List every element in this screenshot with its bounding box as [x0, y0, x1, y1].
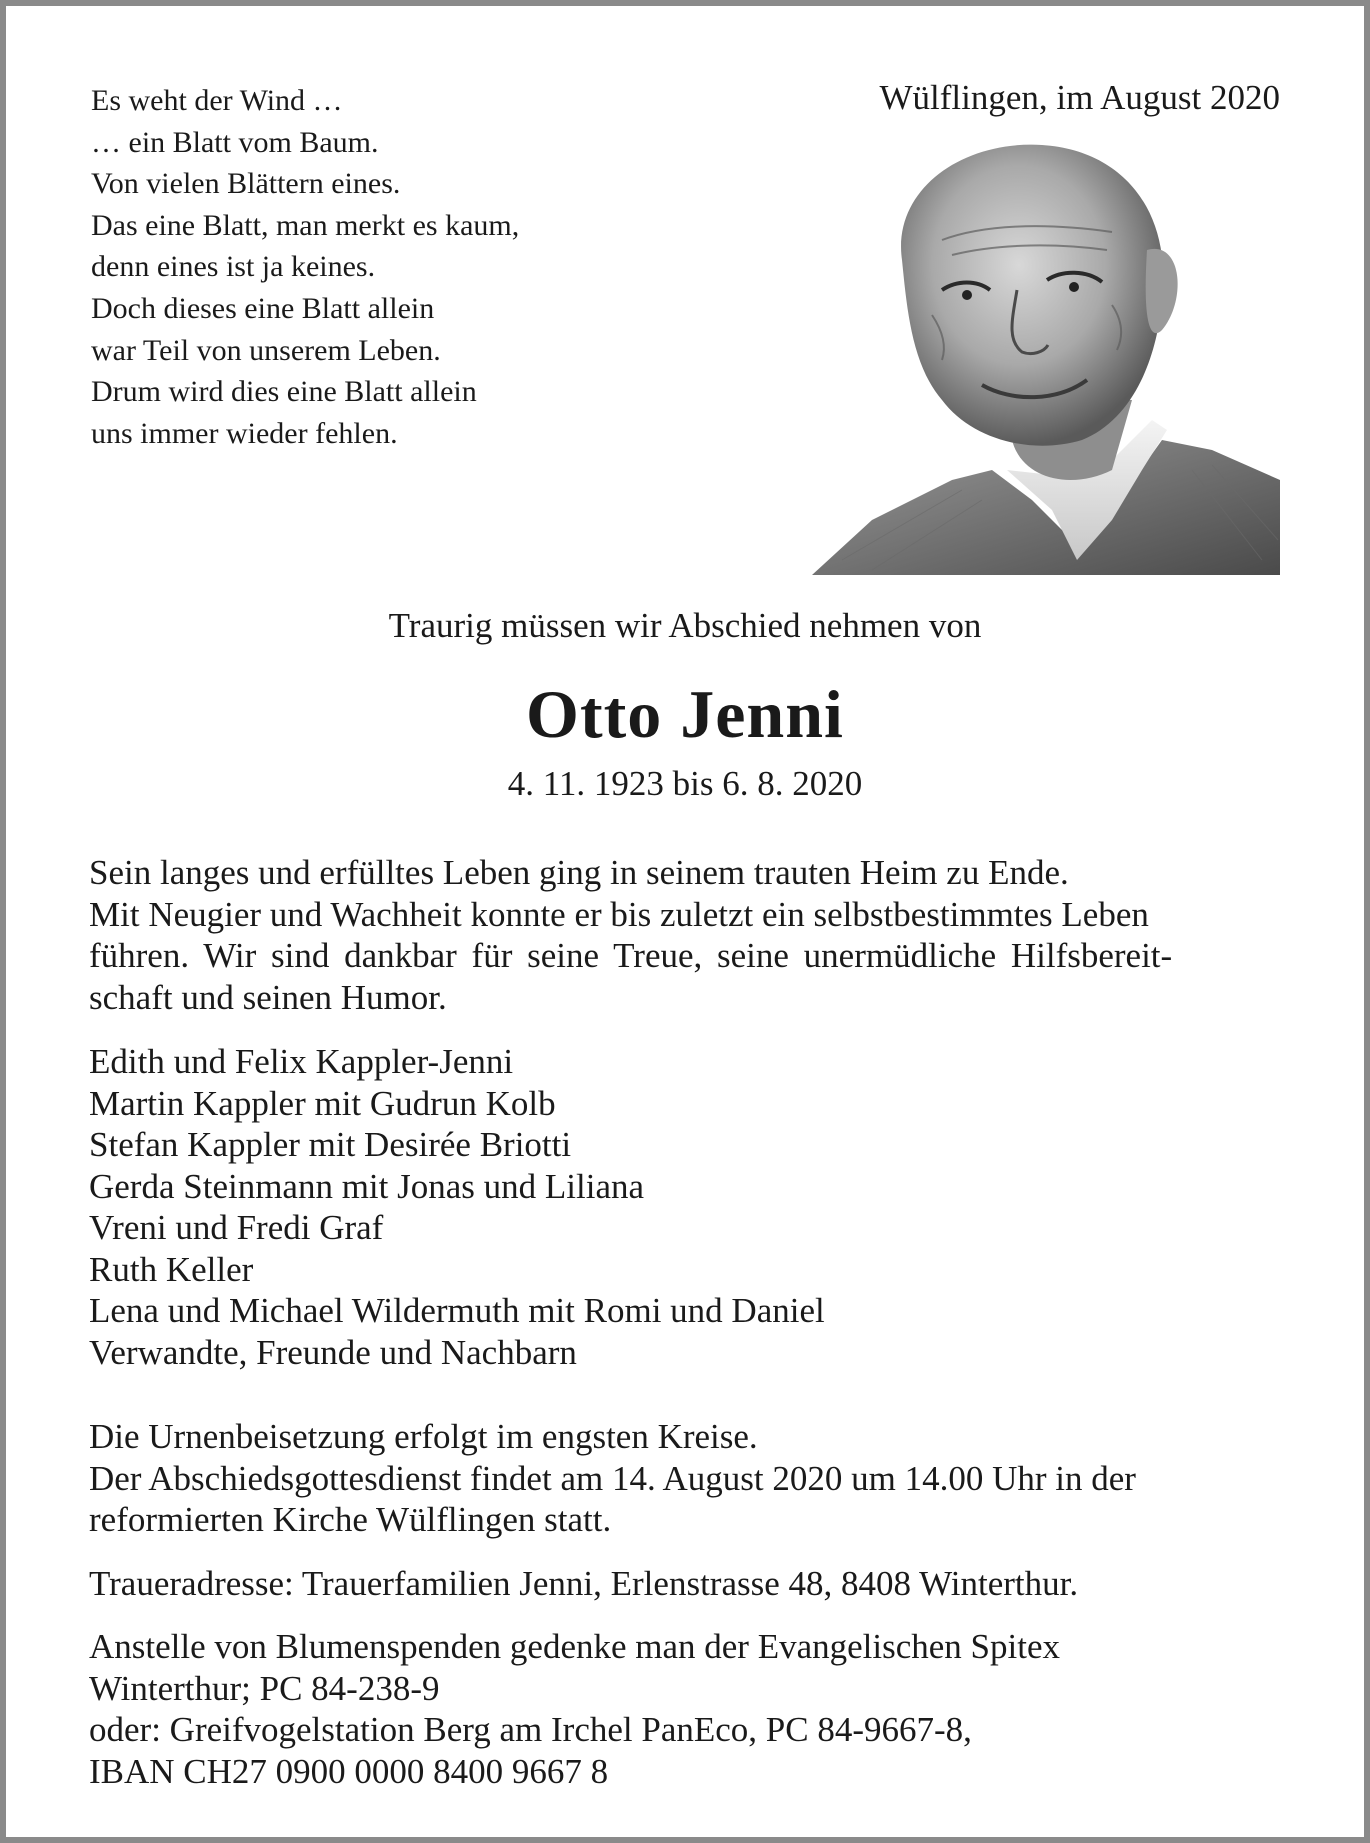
mourners-list: [89, 1041, 1282, 1373]
ceremony-line: reformierten Kirche Wülflingen statt.: [89, 1500, 612, 1539]
poem-line: uns immer wieder fehlen.: [91, 416, 398, 450]
tribute-line: Mit Neugier und Wachheit konnte er bis zuletzt ein selbstbestimmtes Leben: [89, 894, 1149, 934]
mourner-entry: Gerda Steinmann mit Jonas und Liliana: [89, 1166, 645, 1206]
poem-line: Von vielen Blättern eines.: [91, 167, 401, 201]
ceremony-line: Die Urnenbeisetzung erfolgt im engsten Kreise.: [89, 1417, 758, 1456]
donation-info: [89, 1626, 1282, 1792]
poem-line: Das eine Blatt, man merkt es kaum,: [91, 208, 520, 242]
donation-line: IBAN CH27 0900 0000 8400 9667 8: [89, 1751, 609, 1791]
deceased-name: Otto Jenni: [526, 676, 844, 752]
tribute-line: schaft und seinen Humor.: [89, 977, 447, 1017]
mourner-entry: Stefan Kappler mit Desirée Briotti: [89, 1125, 572, 1164]
donation-line: oder: Greifvogelstation Berg am Irchel PanEco, PC 84-9667-8,: [89, 1710, 972, 1749]
mourner-entry: Lena und Michael Wildermuth mit Romi und Daniel: [89, 1291, 825, 1330]
life-dates: 4. 11. 1923 bis 6. 8. 2020: [507, 764, 863, 803]
poem: [91, 80, 519, 454]
poem-line: denn eines ist ja keines.: [91, 250, 376, 284]
intro-text: Traurig müssen wir Abschied nehmen von: [388, 606, 982, 645]
tribute-line: Sein langes und erfülltes Leben ging in seinem trauten Heim zu Ende.: [89, 853, 1069, 892]
mourner-entry: Vreni und Fredi Graf: [89, 1208, 384, 1247]
donation-line: Winterthur; PC 84-238-9: [89, 1668, 440, 1708]
poem-line: Doch dieses eine Blatt allein: [91, 291, 435, 325]
portrait-photo: [812, 140, 1280, 575]
tribute-text: [89, 852, 1282, 1018]
donation-line: Anstelle von Blumenspenden gedenke man der Evangelischen Spitex: [89, 1627, 1060, 1666]
mourner-entry: Verwandte, Freunde und Nachbarn: [89, 1332, 577, 1372]
mourner-entry: Ruth Keller: [89, 1249, 254, 1289]
ceremony-line: Der Abschiedsgottesdienst findet am 14. August 2020 um 14.00 Uhr in der: [89, 1458, 1136, 1498]
poem-line: … ein Blatt vom Baum.: [91, 125, 379, 159]
poem-line: Drum wird dies eine Blatt allein: [91, 375, 477, 409]
place-date: Wülflingen, im August 2020: [879, 78, 1280, 117]
poem-line: Es weht der Wind …: [91, 84, 343, 117]
mourner-entry: Edith und Felix Kappler-Jenni: [89, 1042, 514, 1081]
poem-line: war Teil von unserem Leben.: [91, 333, 441, 367]
tribute-line: führen. Wir sind dankbar für seine Treue, seine unermüdliche Hilfsbereit-: [89, 936, 1173, 975]
mourner-entry: Martin Kappler mit Gudrun Kolb: [89, 1083, 556, 1123]
mourning-address: Traueradresse: Trauerfamilien Jenni, Erlenstrasse 48, 8408 Winterthur.: [89, 1564, 1079, 1603]
ceremony-info: [89, 1416, 1282, 1541]
